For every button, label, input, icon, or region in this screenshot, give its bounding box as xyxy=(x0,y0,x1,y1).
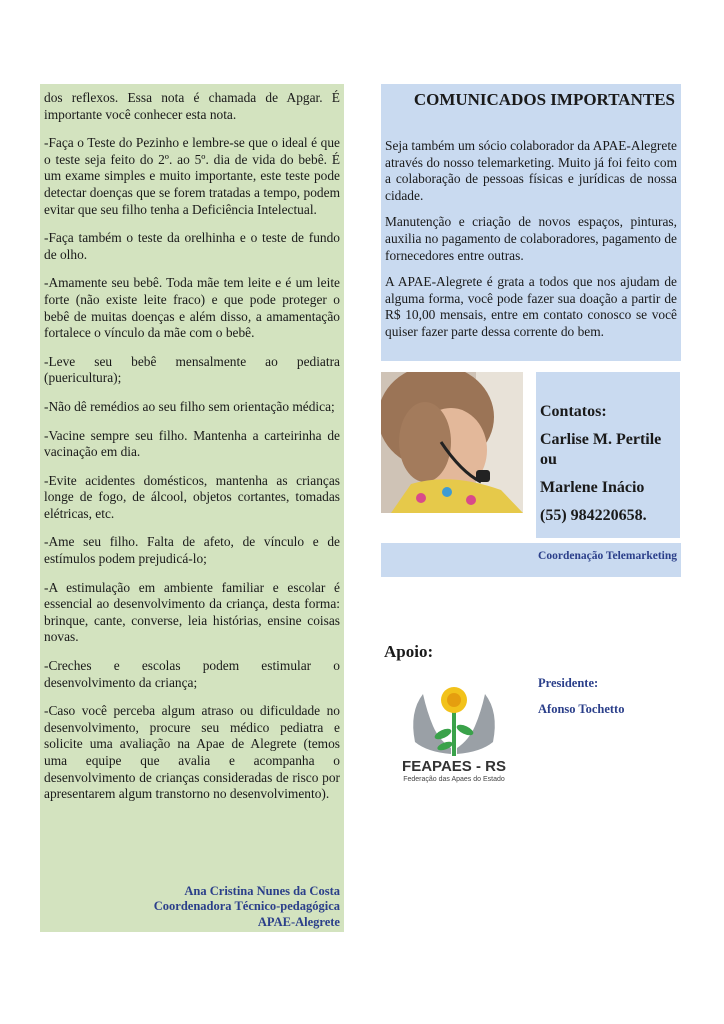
feapaes-logo xyxy=(393,682,515,782)
author-signature xyxy=(154,884,340,931)
announcement-paragraph: A APAE-Alegrete é grata a todos que nos ajudam de alguma forma, você pode fazer sua doação a partir de R$ 10,00 mensais, entre em contato conosco se você quiser fazer parte dessa corrente do bem. xyxy=(385,274,677,339)
contact-name-1: Carlise M. Pertile xyxy=(540,431,662,448)
tip-paragraph: -Caso você perceba algum atraso ou dificuldade no desenvolvimento, procure seu médico pediatra e solicite uma avaliação na Apae de Alegrete (temos uma equipe que avalia e acompanha o desenvolvimento de crianças consideradas de risco por apresentarem algum transtorno no desenvolvimento). xyxy=(44,703,340,802)
support-label: Apoio: xyxy=(384,642,434,661)
contact-name-2: Marlene Inácio xyxy=(540,479,645,496)
contacts-title: Contatos: xyxy=(540,403,607,420)
author-name: Ana Cristina Nunes da Costa xyxy=(184,883,340,898)
tip-paragraph: -Amamente seu bebê. Toda mãe tem leite e é um leite forte (não existe leite fraco) e que pode proteger o bebê de muitas doenças e além disso, a amamentação fortalece o vínculo da mãe com o bebê. xyxy=(44,275,340,341)
president-name: Afonso Tochetto xyxy=(538,702,625,716)
tip-paragraph: -Evite acidentes domésticos, mantenha as crianças longe de fogo, de álcool, objetos cortantes, tomadas elétricas, etc. xyxy=(44,472,340,521)
president-label: Presidente: xyxy=(538,676,599,690)
logo-text: FEAPAES - RS xyxy=(402,758,506,775)
announcement-paragraph: Manutenção e criação de novos espaços, pinturas, auxilia no pagamento de colaboradores, pagamento de fornecedores entre outras. xyxy=(385,214,677,263)
health-tips-panel xyxy=(40,84,344,932)
tip-paragraph: -Ame seu filho. Falta de afeto, de vínculo e de estímulos podem prejudicá-lo; xyxy=(44,534,340,567)
tip-paragraph: -A estimulação em ambiente familiar e escolar é essencial ao desenvolvimento da criança, desta forma: brinque, cante, converse, leia histórias, ensine coisas novas. xyxy=(44,579,340,645)
tip-paragraph: -Creches e escolas podem estimular o desenvolvimento da criança; xyxy=(44,658,340,690)
tip-paragraph: -Vacine sempre seu filho. Mantenha a carteirinha de vacinação em dia. xyxy=(44,427,340,460)
announcement-paragraph: Seja também um sócio colaborador da APAE-Alegrete através do nosso telemarketing. Muito já foi feito com a colaboração de pessoas físicas e jurídicas de nossa cidade. xyxy=(385,138,677,203)
author-role: Coordenadora Técnico-pedagógica xyxy=(153,899,340,913)
tip-paragraph: -Faça o Teste do Pezinho e lembre-se que o ideal é que o teste seja feito do 2º. ao 5º. dia de vida do bebê. É um exame simples e muito importante, este teste pode detectar doenças que se forem tratadas a tempo, podem evitar que seu filho tenha a Deficiência Intelectual. xyxy=(44,135,340,217)
contact-or: ou xyxy=(540,451,557,468)
author-org: APAE-Alegrete xyxy=(257,914,340,929)
child-telephone-photo xyxy=(381,372,523,513)
tip-paragraph: -Não dê remédios ao seu filho sem orientação médica; xyxy=(44,398,335,414)
contact-phone: (55) 984220658. xyxy=(540,507,647,524)
logo-subtext: Federação das Apaes do Estado xyxy=(403,776,505,783)
tip-paragraph: -Faça também o teste da orelhinha e o teste de fundo de olho. xyxy=(44,230,340,262)
coordination-label: Coordenação Telemarketing xyxy=(381,543,681,577)
announcements-title: COMUNICADOS IMPORTANTES xyxy=(413,90,675,109)
photo-illustration xyxy=(381,372,523,513)
tip-paragraph: dos reflexos. Essa nota é chamada de Apgar. É importante você conhecer esta nota. xyxy=(44,90,340,122)
announcements-panel xyxy=(381,84,681,361)
tip-paragraph: -Leve seu bebê mensalmente ao pediatra (puericultura); xyxy=(44,353,340,386)
contacts-panel xyxy=(536,372,680,538)
